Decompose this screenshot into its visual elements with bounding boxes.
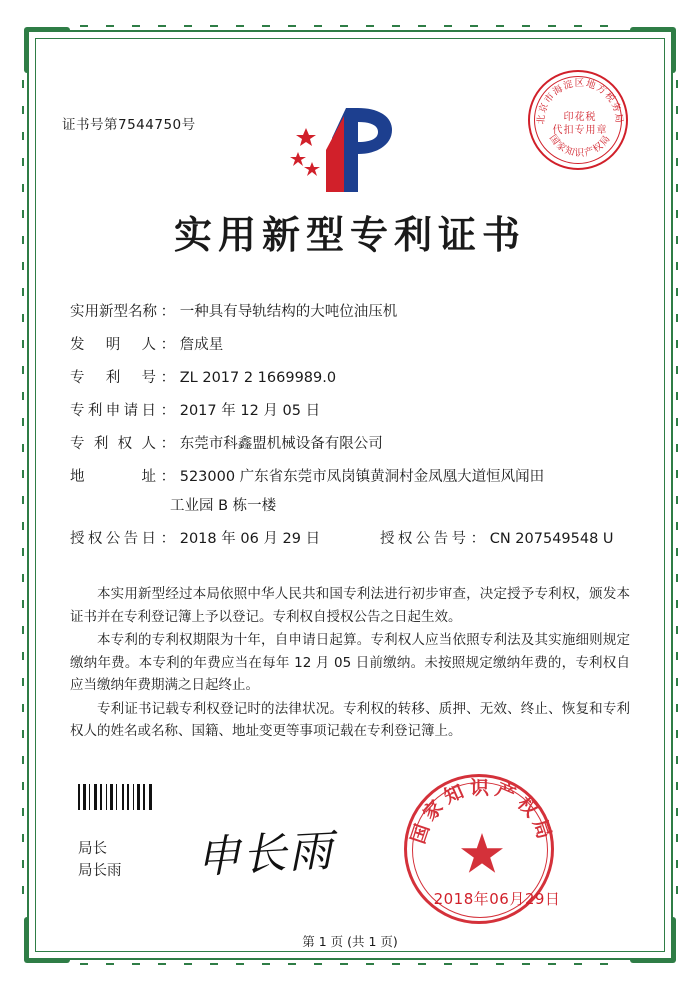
field-row-inventor — [70, 329, 630, 362]
field-separator: ： — [160, 531, 176, 547]
paragraph-1: 本实用新型经过本局依照中华人民共和国专利法进行初步审查，决定授予专利权，颁发本证书并在专利登记簿上予以登记。专利权自授权公告之日起生效。 — [70, 586, 630, 625]
corner-ornament-top-left — [24, 27, 70, 73]
certificate-number: 证书号第7544750号 — [62, 117, 196, 133]
field-separator: ： — [160, 403, 176, 419]
field-label: 专利号 — [70, 370, 156, 386]
tax-stamp-seal — [528, 70, 628, 170]
field-row-application-date — [70, 395, 630, 428]
field-separator: ： — [160, 337, 176, 353]
field-label-grant-number: 授权公告号 — [380, 531, 466, 547]
field-row-address — [70, 461, 630, 523]
paragraph-2: 本专利的专利权期限为十年，自申请日起算。专利权人应当依照专利法及其实施细则规定缴纳年费。本专利的年费应当在每年 12 月 05 日前缴纳。未按照规定缴纳年费的，专利权自应当缴纳年费期满之日起终止。 — [70, 632, 630, 693]
field-value: 东莞市科鑫盟机械设备有限公司 — [179, 436, 383, 452]
field-row-patentee — [70, 428, 630, 461]
field-value: 2017 年 12 月 05 日 — [179, 403, 321, 419]
official-seal-date: 2018年06月29日 — [433, 890, 561, 908]
tax-stamp-line1: 印花税 — [563, 112, 597, 123]
tax-stamp-arc-top: 北京市海淀区地方税务局 — [535, 78, 625, 125]
field-separator: ： — [160, 370, 176, 386]
handwritten-signature: 申长雨 — [194, 825, 336, 884]
field-value: 523000 广东省东莞市凤岗镇黄洞村金凤凰大道恒风闻田 — [179, 469, 545, 485]
field-value-grant-date: 2018 年 06 月 29 日 — [179, 531, 321, 547]
field-label-grant-date: 授权公告日 — [70, 531, 156, 547]
paragraph-3: 专利证书记载专利权登记时的法律状况。专利权的转移、质押、无效、终止、恢复和专利权人的姓名或名称、国籍、地址变更等事项记载在专利登记簿上。 — [70, 700, 630, 739]
field-value: ZL 2017 2 1669989.0 — [179, 370, 337, 386]
field-label: 专利权人 — [70, 436, 156, 452]
field-value-grant-number: CN 207549548 U — [489, 531, 614, 547]
page-number: 第 1 页 (共 1 页) — [302, 934, 398, 949]
field-label: 地址 — [70, 469, 156, 485]
tax-stamp-arc-bottom: 国家知识产权局 — [546, 132, 614, 159]
director-block — [78, 838, 122, 882]
field-row-utility-model-name — [70, 296, 630, 329]
field-row-patent-number — [70, 362, 630, 395]
field-row-grant-announcement — [70, 523, 630, 556]
field-value: 一种具有导轨结构的大吨位油压机 — [179, 304, 398, 320]
field-label: 发明人 — [70, 337, 156, 353]
official-seal-arc-text: 国家知识产权局 — [407, 777, 557, 847]
field-label: 专利申请日 — [70, 403, 156, 419]
tax-stamp-line2: 代扣专用章 — [552, 125, 608, 136]
field-separator: ： — [160, 469, 176, 485]
field-separator: ： — [470, 531, 486, 547]
barcode — [78, 784, 220, 810]
body-text — [70, 583, 630, 744]
director-name: 局长雨 — [78, 863, 122, 879]
corner-ornament-top-right — [630, 27, 676, 73]
field-label: 实用新型名称 — [70, 304, 157, 320]
field-separator: ： — [160, 304, 176, 320]
grant-number-group — [380, 523, 614, 556]
field-value: 詹成星 — [179, 337, 224, 353]
field-value-continued: 工业园 B 栋一楼 — [170, 498, 277, 514]
cnipa-logo-icon — [282, 104, 402, 196]
page-title: 实用新型专利证书 — [173, 213, 526, 257]
field-list — [70, 296, 630, 556]
director-label: 局长 — [78, 841, 107, 857]
field-separator: ： — [160, 436, 176, 452]
